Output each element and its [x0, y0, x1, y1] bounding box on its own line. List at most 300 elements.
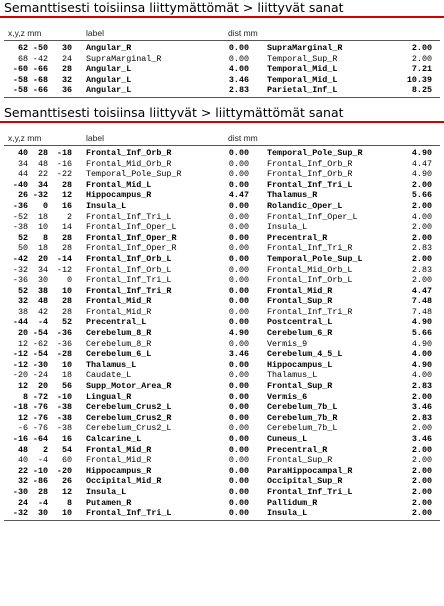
nearest-dist: 4.90: [411, 338, 432, 349]
coord-x: -52: [12, 211, 28, 222]
coord-y: 42: [37, 306, 48, 317]
nearest-dist: 7.48: [411, 306, 432, 317]
region-dist: 0.00: [228, 179, 249, 190]
coord-y: 34: [37, 179, 48, 190]
coord-x: -44: [12, 317, 28, 328]
table-row: [0, 286, 444, 297]
coord-x: -60: [12, 64, 28, 75]
nearest-dist: 2.83: [411, 243, 432, 254]
nearest-dist: 2.00: [411, 222, 432, 233]
coord-x: 12: [17, 338, 28, 349]
nearest-dist: 2.00: [411, 53, 432, 64]
nearest-label: Frontal_Sup_R: [267, 381, 333, 392]
region-label: Hippocampus_R: [86, 190, 152, 201]
coord-z: 2: [66, 211, 72, 222]
region-label: Frontal_Inf_Tri_R: [86, 285, 172, 296]
region-dist: 0.00: [228, 402, 249, 413]
region-dist: 0.00: [228, 497, 249, 508]
table-row: [0, 360, 444, 371]
coord-y: -4: [37, 497, 48, 508]
nearest-dist: 2.00: [411, 43, 432, 53]
coord-x: 24: [17, 497, 28, 508]
region-dist: 0.00: [228, 253, 249, 264]
coord-y: -66: [32, 64, 48, 75]
nearest-dist: 4.47: [411, 158, 432, 169]
coord-z: 54: [61, 444, 72, 455]
region-label: Putamen_R: [86, 497, 132, 508]
coord-z: 8: [66, 497, 72, 508]
table-row: [0, 54, 444, 65]
coord-x: 68: [17, 53, 28, 64]
region-dist: 2.83: [228, 85, 249, 96]
region-label: Caudate_L: [86, 370, 132, 381]
table-row: [0, 508, 444, 519]
region-dist: 0.00: [228, 391, 249, 402]
nearest-dist: 5.66: [411, 328, 432, 339]
region-dist: 0.00: [228, 306, 249, 317]
table-row: [0, 148, 444, 159]
region-dist: 0.00: [228, 232, 249, 243]
nearest-label: Cerebelum_7b_L: [267, 423, 338, 434]
nearest-label: Cerebelum_7b_L: [267, 402, 338, 413]
nearest-dist: 2.00: [411, 275, 432, 286]
coord-z: 18: [61, 370, 72, 381]
coord-y: -86: [32, 476, 48, 487]
nearest-dist: 5.66: [411, 190, 432, 201]
coord-z: -36: [56, 338, 72, 349]
coord-x: 48: [17, 444, 28, 455]
table-row: [0, 445, 444, 456]
region-dist: 0.00: [228, 412, 249, 423]
coord-x: 8: [22, 391, 28, 402]
nearest-dist: 2.00: [411, 508, 432, 519]
header-dist: dist mm: [228, 28, 258, 38]
table-row: [0, 370, 444, 381]
section-title: Semanttisesti toisiinsa liittyvät > liittymättömät sanat: [4, 104, 344, 120]
coord-x: -36: [12, 275, 28, 286]
coord-y: 22: [37, 169, 48, 180]
coord-x: 44: [17, 169, 28, 180]
coord-y: 48: [37, 158, 48, 169]
coord-z: 28: [61, 179, 72, 190]
coord-y: 20: [37, 253, 48, 264]
nearest-label: Cerebelum_6_R: [267, 328, 333, 339]
nearest-dist: 2.00: [411, 423, 432, 434]
nearest-label: Frontal_Inf_Tri_R: [267, 243, 353, 254]
coord-z: -36: [56, 328, 72, 339]
coord-y: -72: [32, 391, 48, 402]
nearest-dist: 2.00: [411, 465, 432, 476]
coord-x: 32: [17, 296, 28, 307]
table-row: [0, 212, 444, 223]
region-dist: 0.00: [228, 381, 249, 392]
coord-y: -30: [32, 359, 48, 370]
coord-z: 36: [61, 85, 72, 96]
nearest-dist: 4.00: [411, 349, 432, 360]
table-row: [0, 328, 444, 339]
coord-x: 52: [17, 285, 28, 296]
nearest-label: Frontal_Inf_Orb_L: [267, 275, 353, 286]
coord-z: 10: [61, 285, 72, 296]
table-row: [0, 413, 444, 424]
region-label: Insula_L: [86, 200, 127, 211]
coord-z: -22: [56, 169, 72, 180]
header-xyz: x,y,z mm: [8, 132, 42, 143]
nearest-label: Insula_L: [267, 508, 308, 519]
nearest-label: Temporal_Mid_L: [267, 74, 338, 85]
nearest-label: Thalamus_L: [267, 370, 318, 381]
coord-y: -10: [32, 465, 48, 476]
coord-y: -54: [32, 328, 48, 339]
header-xyz: x,y,z mm: [8, 28, 42, 38]
table-bottom-rule: [4, 520, 440, 521]
region-label: Cerebelum_6_L: [86, 349, 152, 360]
nearest-dist: 2.00: [411, 232, 432, 243]
table-row: [0, 275, 444, 286]
region-dist: 0.00: [228, 370, 249, 381]
coord-z: -10: [56, 391, 72, 402]
nearest-label: Frontal_Mid_R: [267, 285, 333, 296]
coord-z: 24: [61, 53, 72, 64]
region-label: Cerebelum_8_R: [86, 328, 152, 339]
coord-x: -36: [12, 200, 28, 211]
coord-y: -68: [32, 74, 48, 85]
coord-x: 22: [17, 465, 28, 476]
table-row: [0, 265, 444, 276]
nearest-label: Hippocampus_L: [267, 359, 333, 370]
region-label: Cerebelum_Crus2_L: [86, 402, 172, 413]
coord-y: -76: [32, 423, 48, 434]
region-label: Frontal_Inf_Orb_R: [86, 147, 172, 158]
nearest-dist: 4.90: [411, 169, 432, 180]
region-label: Lingual_R: [86, 391, 132, 402]
coord-x: -42: [12, 253, 28, 264]
coord-x: 20: [17, 328, 28, 339]
coord-x: 40: [17, 455, 28, 466]
region-dist: 0.00: [228, 486, 249, 497]
coord-y: -4: [37, 317, 48, 328]
nearest-label: Rolandic_Oper_L: [267, 200, 343, 211]
nearest-dist: 4.90: [411, 317, 432, 328]
nearest-label: Thalamus_R: [267, 190, 318, 201]
region-label: Frontal_Inf_Oper_R: [86, 243, 177, 254]
table-row: [0, 64, 444, 75]
coord-x: -58: [12, 74, 28, 85]
coord-z: -38: [56, 423, 72, 434]
region-dist: 0.00: [228, 169, 249, 180]
nearest-dist: 3.46: [411, 402, 432, 413]
coord-y: -42: [32, 53, 48, 64]
region-label: Frontal_Inf_Oper_R: [86, 232, 177, 243]
results-section: [0, 105, 444, 521]
region-label: Cerebelum_8_R: [86, 338, 152, 349]
region-dist: 0.00: [228, 147, 249, 158]
coord-y: -32: [32, 190, 48, 201]
region-dist: 0.00: [228, 53, 249, 64]
nearest-dist: 2.00: [411, 476, 432, 487]
coord-z: -20: [56, 465, 72, 476]
nearest-dist: 4.90: [411, 147, 432, 158]
coord-z: 16: [61, 434, 72, 444]
coord-y: 28: [37, 147, 48, 158]
region-label: Frontal_Inf_Tri_L: [86, 211, 172, 222]
table-row: [0, 222, 444, 233]
nearest-label: Frontal_Sup_R: [267, 455, 333, 466]
coord-y: 30: [37, 275, 48, 286]
coord-x: 62: [17, 43, 28, 53]
region-dist: 0.00: [228, 43, 249, 53]
region-label: Frontal_Inf_Tri_L: [86, 508, 172, 519]
coord-x: -16: [12, 434, 28, 444]
nearest-dist: 2.00: [411, 391, 432, 402]
coord-y: 8: [42, 232, 48, 243]
table-row: [0, 392, 444, 403]
region-dist: 0.00: [228, 200, 249, 211]
coord-z: 28: [61, 232, 72, 243]
region-dist: 0.00: [228, 222, 249, 233]
region-dist: 0.00: [228, 465, 249, 476]
region-dist: 4.00: [228, 64, 249, 75]
coord-z: 32: [61, 74, 72, 85]
region-label: Frontal_Mid_R: [86, 306, 152, 317]
coord-z: 10: [61, 508, 72, 519]
region-label: Frontal_Inf_Tri_L: [86, 275, 172, 286]
coord-x: -32: [12, 508, 28, 519]
coord-z: -16: [56, 158, 72, 169]
coord-z: 26: [61, 476, 72, 487]
region-label: SupraMarginal_R: [86, 53, 162, 64]
header-label: label: [86, 28, 104, 38]
coord-x: -40: [12, 179, 28, 190]
region-dist: 0.00: [228, 455, 249, 466]
coord-z: -18: [56, 147, 72, 158]
region-dist: 3.46: [228, 349, 249, 360]
coord-y: -76: [32, 402, 48, 413]
table-row: [0, 349, 444, 360]
coord-y: 2: [42, 444, 48, 455]
table-row: [0, 159, 444, 170]
nearest-label: Frontal_Inf_Orb_R: [267, 169, 353, 180]
table-row: [0, 254, 444, 265]
nearest-dist: 7.21: [411, 64, 432, 75]
nearest-dist: 8.25: [411, 85, 432, 96]
nearest-label: Temporal_Pole_Sup_R: [267, 147, 363, 158]
coord-x: 32: [17, 476, 28, 487]
nearest-label: Frontal_Inf_Tri_L: [267, 486, 353, 497]
nearest-label: Frontal_Inf_Orb_R: [267, 158, 353, 169]
header-label: label: [86, 132, 104, 143]
region-dist: 0.00: [228, 434, 249, 444]
nearest-label: Temporal_Sup_R: [267, 53, 338, 64]
nearest-dist: 4.47: [411, 285, 432, 296]
table-row: [0, 487, 444, 498]
region-dist: 0.00: [228, 211, 249, 222]
nearest-dist: 3.46: [411, 434, 432, 444]
coord-z: 0: [66, 275, 72, 286]
nearest-label: Frontal_Inf_Oper_L: [267, 211, 358, 222]
coord-z: 10: [61, 359, 72, 370]
nearest-label: Occipital_Sup_R: [267, 476, 343, 487]
coord-x: -20: [12, 370, 28, 381]
coord-z: -38: [56, 412, 72, 423]
region-label: Frontal_Mid_L: [86, 179, 152, 190]
coord-x: 26: [17, 190, 28, 201]
coord-z: -14: [56, 253, 72, 264]
region-label: Frontal_Mid_Orb_R: [86, 158, 172, 169]
nearest-dist: 2.00: [411, 497, 432, 508]
coord-z: 28: [61, 306, 72, 317]
table-row: [0, 476, 444, 487]
nearest-dist: 2.00: [411, 253, 432, 264]
region-label: Precentral_L: [86, 317, 147, 328]
coord-y: 28: [37, 486, 48, 497]
region-dist: 0.00: [228, 275, 249, 286]
region-dist: 0.00: [228, 476, 249, 487]
table-rows: [0, 41, 444, 96]
region-label: Hippocampus_R: [86, 465, 152, 476]
nearest-dist: 2.00: [411, 444, 432, 455]
column-headers: [0, 18, 444, 40]
coord-y: 34: [37, 264, 48, 275]
coord-x: -58: [12, 85, 28, 96]
nearest-dist: 4.90: [411, 359, 432, 370]
nearest-label: Pallidum_R: [267, 497, 318, 508]
table-rows: [0, 146, 444, 519]
coord-x: 52: [17, 232, 28, 243]
nearest-dist: 2.00: [411, 200, 432, 211]
nearest-label: Temporal_Mid_L: [267, 64, 338, 75]
nearest-label: Precentral_R: [267, 232, 328, 243]
region-label: Frontal_Inf_Orb_L: [86, 253, 172, 264]
nearest-label: Temporal_Pole_Sup_L: [267, 253, 363, 264]
coord-x: 38: [17, 306, 28, 317]
table-row: [0, 423, 444, 434]
coord-z: 12: [61, 190, 72, 201]
table-row: [0, 381, 444, 392]
table-row: [0, 85, 444, 96]
coord-y: -62: [32, 338, 48, 349]
nearest-label: Frontal_Mid_Orb_L: [267, 264, 353, 275]
nearest-dist: 7.48: [411, 296, 432, 307]
column-headers: [0, 123, 444, 145]
region-label: Occipital_Mid_R: [86, 476, 162, 487]
region-dist: 0.00: [228, 264, 249, 275]
coord-z: 28: [61, 243, 72, 254]
coord-z: 28: [61, 296, 72, 307]
table-row: [0, 339, 444, 350]
region-label: Angular_R: [86, 43, 132, 53]
nearest-label: Vermis_6: [267, 391, 308, 402]
region-label: Frontal_Mid_R: [86, 444, 152, 455]
nearest-label: Cerebelum_7b_R: [267, 412, 338, 423]
nearest-dist: 2.83: [411, 381, 432, 392]
coord-y: -50: [32, 43, 48, 53]
region-label: Angular_L: [86, 74, 132, 85]
coord-z: 16: [61, 200, 72, 211]
nearest-label: SupraMarginal_R: [267, 43, 343, 53]
region-label: Frontal_Mid_R: [86, 455, 152, 466]
table-row: [0, 201, 444, 212]
region-dist: 4.47: [228, 190, 249, 201]
nearest-label: Vermis_9: [267, 338, 308, 349]
coord-x: -12: [12, 359, 28, 370]
nearest-label: Frontal_Inf_Tri_L: [267, 179, 353, 190]
coord-x: 50: [17, 243, 28, 254]
coord-x: 34: [17, 158, 28, 169]
coord-y: -64: [32, 434, 48, 444]
coord-y: 48: [37, 296, 48, 307]
region-dist: 0.00: [228, 317, 249, 328]
region-dist: 0.00: [228, 359, 249, 370]
coord-y: 30: [37, 508, 48, 519]
table-row: [0, 434, 444, 445]
region-dist: 0.00: [228, 285, 249, 296]
table-row: [0, 180, 444, 191]
region-dist: 4.90: [228, 328, 249, 339]
region-label: Thalamus_L: [86, 359, 137, 370]
coord-x: -6: [17, 423, 28, 434]
coord-y: -54: [32, 349, 48, 360]
header-dist: dist mm: [228, 132, 258, 143]
region-label: Cerebelum_Crus2_L: [86, 423, 172, 434]
coord-y: 10: [37, 222, 48, 233]
region-label: Supp_Motor_Area_R: [86, 381, 172, 392]
coord-y: 18: [37, 211, 48, 222]
nearest-label: Frontal_Sup_R: [267, 296, 333, 307]
nearest-label: Frontal_Inf_Tri_R: [267, 306, 353, 317]
table-row: [0, 296, 444, 307]
nearest-dist: 2.00: [411, 179, 432, 190]
region-dist: 0.00: [228, 296, 249, 307]
region-dist: 0.00: [228, 423, 249, 434]
coord-y: -76: [32, 412, 48, 423]
region-dist: 0.00: [228, 444, 249, 455]
table-row: [0, 233, 444, 244]
coord-y: 38: [37, 285, 48, 296]
coord-y: 18: [37, 243, 48, 254]
coord-x: 40: [17, 147, 28, 158]
nearest-dist: 4.00: [411, 370, 432, 381]
coord-z: 28: [61, 64, 72, 75]
coord-z: -38: [56, 402, 72, 413]
coord-x: -38: [12, 222, 28, 233]
coord-x: -32: [12, 264, 28, 275]
coord-y: 0: [42, 200, 48, 211]
results-section: [0, 0, 444, 101]
table-row: [0, 169, 444, 180]
nearest-label: Cuneus_L: [267, 434, 308, 444]
nearest-label: Insula_L: [267, 222, 308, 233]
region-dist: 0.00: [228, 508, 249, 519]
coord-y: -24: [32, 370, 48, 381]
nearest-dist: 2.00: [411, 486, 432, 497]
table-row: [0, 466, 444, 477]
nearest-dist: 10.39: [406, 74, 432, 85]
nearest-dist: 4.00: [411, 211, 432, 222]
nearest-label: ParaHippocampal_R: [267, 465, 353, 476]
coord-z: 30: [61, 43, 72, 53]
table-row: [0, 402, 444, 413]
region-dist: 3.46: [228, 74, 249, 85]
table-row: [0, 317, 444, 328]
nearest-label: Parietal_Inf_L: [267, 85, 338, 96]
table-row: [0, 75, 444, 86]
coord-z: 52: [61, 317, 72, 328]
region-dist: 0.00: [228, 243, 249, 254]
region-label: Calcarine_L: [86, 434, 142, 444]
table-row: [0, 190, 444, 201]
coord-y: 20: [37, 381, 48, 392]
